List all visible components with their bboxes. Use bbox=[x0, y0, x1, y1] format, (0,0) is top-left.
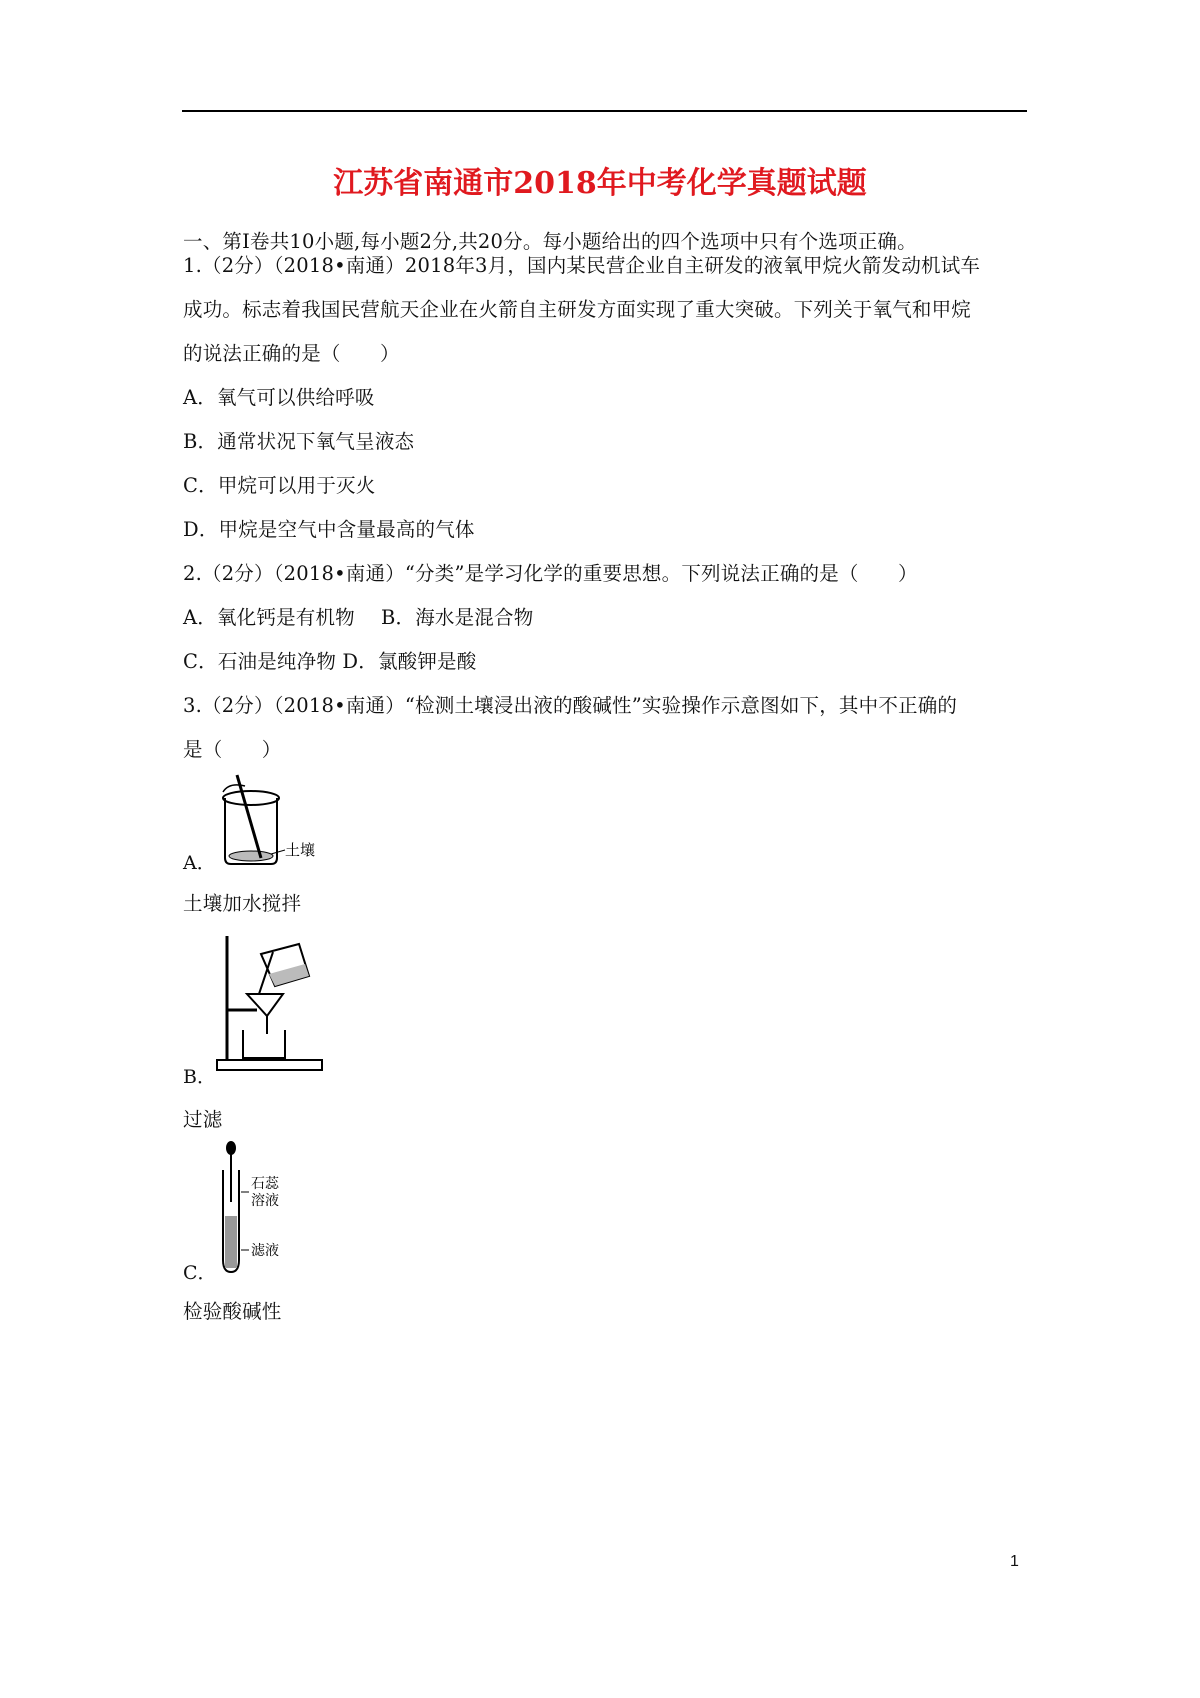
q2-options-row2: C．石油是纯净物 D．氯酸钾是酸 bbox=[183, 650, 477, 673]
section-intro: 一、第Ⅰ卷共10小题,每小题2分,共20分。每小题给出的四个选项中只有个选项正确。 bbox=[183, 230, 917, 253]
header-rule bbox=[182, 110, 1027, 112]
q1-option-a: A．氧气可以供给呼吸 bbox=[183, 386, 375, 409]
q3-option-c-caption: 检验酸碱性 bbox=[183, 1300, 282, 1323]
q3-line1: 3.（2分）（2018•南通）“检测土壤浸出液的酸碱性”实验操作示意图如下，其中不正确的 bbox=[183, 694, 958, 717]
q1-line2: 成功。标志着我国民营航天企业在火箭自主研发方面实现了重大突破。下列关于氧气和甲烷 bbox=[183, 298, 972, 321]
q3-line2: 是（ ） bbox=[183, 738, 282, 761]
q3-option-a-letter: A． bbox=[183, 852, 216, 874]
beaker-stirring-figure bbox=[215, 770, 325, 870]
fig-c-label-filtrate: 滤液 bbox=[251, 1243, 279, 1259]
q1-option-c: C．甲烷可以用于灭火 bbox=[183, 474, 376, 497]
q3-option-b-letter: B． bbox=[183, 1066, 216, 1088]
fig-c-label-solution: 溶液 bbox=[251, 1193, 279, 1209]
q1-line3: 的说法正确的是（ ） bbox=[183, 342, 400, 365]
fig-c-label-litmus: 石蕊 bbox=[251, 1176, 279, 1192]
filtration-figure bbox=[215, 930, 335, 1075]
q1-line1: 1.（2分）（2018•南通）2018年3月，国内某民营企业自主研发的液氧甲烷火箭发动机试车 bbox=[183, 254, 981, 277]
fig-a-label: 土壤 bbox=[285, 841, 316, 859]
q3-option-b-caption: 过滤 bbox=[183, 1108, 223, 1131]
page-title: 江苏省南通市2018年中考化学真题试题 bbox=[333, 166, 867, 201]
q3-option-c-letter: C． bbox=[183, 1262, 217, 1284]
page-number: 1 bbox=[1010, 1553, 1019, 1570]
q1-option-d: D．甲烷是空气中含量最高的气体 bbox=[183, 518, 475, 541]
test-tube-figure bbox=[215, 1140, 315, 1275]
q2-line1: 2.（2分）（2018•南通）“分类”是学习化学的重要思想。下列说法正确的是（ ） bbox=[183, 562, 918, 585]
q3-option-a-caption: 土壤加水搅拌 bbox=[183, 892, 302, 915]
q1-option-b: B．通常状况下氧气呈液态 bbox=[183, 430, 415, 453]
q2-options-row1: A．氧化钙是有机物 B．海水是混合物 bbox=[183, 606, 534, 629]
